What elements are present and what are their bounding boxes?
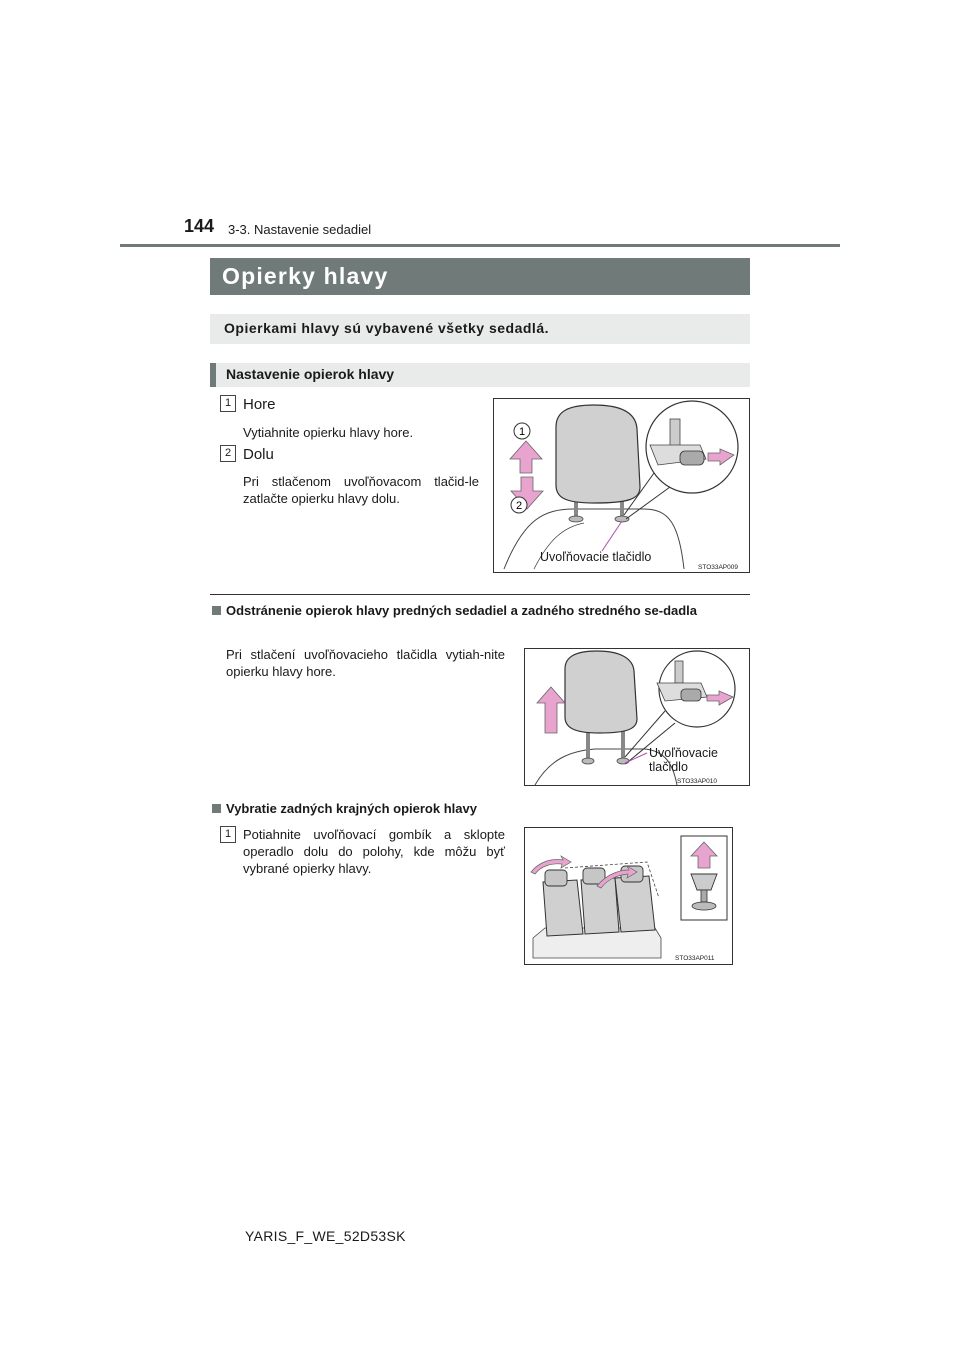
figure3-code: STO33AP011 — [675, 955, 715, 962]
square-bullet-icon — [212, 804, 221, 813]
figure-headrest-remove — [524, 648, 750, 786]
adjust-heading-bar — [210, 363, 750, 387]
step-title-up: Hore — [243, 396, 276, 413]
figure1-code: STO33AP009 — [698, 564, 738, 571]
figure2-code: STO33AP010 — [677, 778, 717, 785]
remove-front-text: Pri stlačení uvoľňovacieho tlačidla vytiah-nite opierku hlavy hore. — [226, 647, 505, 679]
header-rule — [120, 244, 840, 247]
step-text-up: Vytiahnite opierku hlavy hore. — [243, 425, 414, 440]
section-divider — [210, 594, 750, 595]
page-title: Opierky hlavy — [222, 263, 389, 289]
figure1-marker-2: 2 — [515, 500, 523, 512]
headrest-adjust-illustration — [494, 399, 750, 573]
section-label: 3-3. Nastavenie sedadiel — [228, 222, 372, 237]
figure2-callout-line1: Uvoľňovacie — [649, 746, 718, 760]
step-text-down: Pri stlačenom uvoľňovacom tlačid-le zatlačte opierku hlavy dolu. — [243, 474, 479, 506]
rear-step-number-1: 1 — [220, 826, 236, 843]
figure2-callout-line2: tlačidlo — [649, 760, 688, 774]
headrest-remove-illustration — [525, 649, 750, 786]
step-title-down: Dolu — [243, 446, 274, 463]
figure1-marker-1: 1 — [518, 426, 526, 438]
rear-seat-illustration — [525, 828, 733, 965]
square-bullet-icon — [212, 606, 221, 615]
figure1-callout: Uvoľňovacie tlačidlo — [540, 550, 652, 564]
remove-front-heading: Odstránenie opierok hlavy predných sedadiel a zadného stredného se-dadla — [226, 603, 698, 618]
adjust-heading: Nastavenie opierok hlavy — [226, 366, 395, 382]
step-number-1: 1 — [220, 395, 236, 412]
intro-text: Opierkami hlavy sú vybavené všetky sedadlá. — [224, 320, 550, 336]
remove-rear-heading: Vybratie zadných krajných opierok hlavy — [226, 801, 477, 816]
step-number-2: 2 — [220, 445, 236, 462]
page-number: 144 — [184, 216, 215, 236]
remove-rear-text: Potiahnite uvoľňovací gombík a sklopte operadlo dolu do polohy, kde môžu byť vybrané opierky hlavy. — [243, 827, 505, 876]
intro-box — [210, 314, 750, 344]
figure-rear-seat — [524, 827, 733, 965]
page-title-bar — [210, 258, 750, 295]
document-id: YARIS_F_WE_52D53SK — [245, 1228, 406, 1244]
figure-headrest-adjust — [493, 398, 750, 573]
